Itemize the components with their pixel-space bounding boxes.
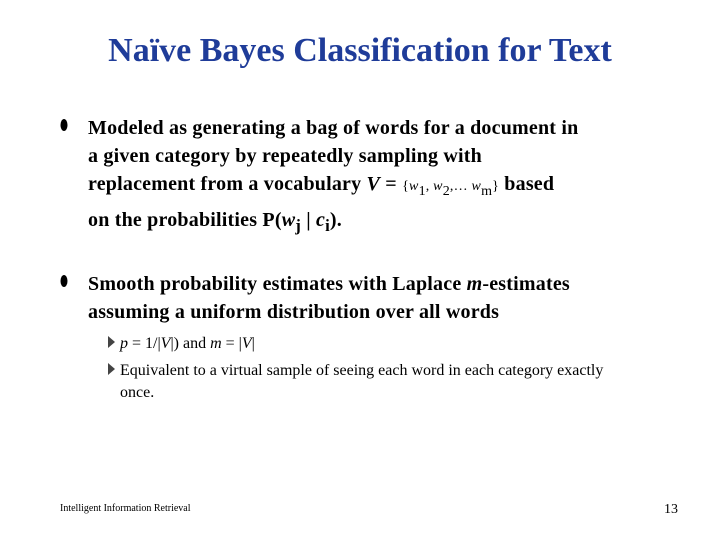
text-run: ,… [449, 179, 472, 194]
page-number: 13 [664, 502, 678, 517]
bullet-line [88, 206, 688, 240]
triangle-right-icon [108, 363, 115, 375]
subscript: j [295, 216, 301, 235]
bullet-line [88, 170, 688, 206]
math-var-m: m [466, 273, 483, 295]
subscript: i [325, 216, 330, 235]
sub-bullet-item-formula [108, 333, 678, 355]
slide-title: Naïve Bayes Classification for Text [108, 32, 612, 69]
math-var-V: V [160, 335, 171, 352]
text-run: , [425, 179, 434, 194]
subscript: 2 [442, 184, 450, 199]
subscript: 1 [418, 184, 426, 199]
text-run: | [301, 209, 317, 231]
bullet-dot-icon [58, 274, 70, 288]
text-run: |) and [170, 335, 211, 352]
triangle-right-icon [108, 336, 115, 348]
text-run: replacement from a vocabulary [88, 173, 367, 195]
text-run: -estimates [482, 273, 570, 295]
text-run: = 1/| [128, 335, 161, 352]
text-run: on the probabilities P( [88, 209, 282, 231]
sub-bullet-item-virtual-sample [108, 360, 678, 404]
sub-bullet-text [120, 360, 678, 404]
bullet-line: a given category by repeatedly sampling with [88, 145, 482, 167]
bullet-line: assuming a uniform distribution over all words [88, 301, 500, 323]
sub-bullet-text [120, 333, 678, 355]
bullet-line [88, 270, 688, 298]
text-run: | [251, 335, 255, 352]
subscript: m [481, 184, 493, 199]
sub-bullet-line: once. [120, 384, 155, 401]
math-var-V: V [241, 335, 252, 352]
math-var-m: m [210, 335, 222, 352]
bullet-text [88, 270, 688, 326]
bullet-dot-icon [58, 118, 70, 132]
math-var-p: p [120, 335, 128, 352]
sub-bullet-line: Equivalent to a virtual sample of seeing each word in each category exactly [120, 362, 604, 379]
footer-text: Intelligent Information Retrieval [60, 503, 191, 514]
text-run: Smooth probability estimates with Laplace [88, 273, 467, 295]
text-run: ). [329, 209, 342, 231]
math-var-w: w [281, 209, 296, 231]
set-close: } [492, 179, 500, 194]
math-var-w2: w [433, 179, 443, 194]
math-var-w1: w [409, 179, 419, 194]
bullet-line: Modeled as generating a bag of words for a document in [88, 117, 579, 139]
math-var-c: c [316, 209, 326, 231]
text-run: = [380, 173, 403, 195]
bullet-item-bag-of-words [58, 114, 688, 240]
text-run: = | [221, 335, 242, 352]
bullet-item-laplace [58, 270, 688, 326]
bullet-text [88, 114, 688, 240]
set-open: { [402, 179, 410, 194]
math-var-V: V [366, 173, 381, 195]
math-var-wm: w [471, 179, 482, 194]
text-run: based [499, 173, 555, 195]
